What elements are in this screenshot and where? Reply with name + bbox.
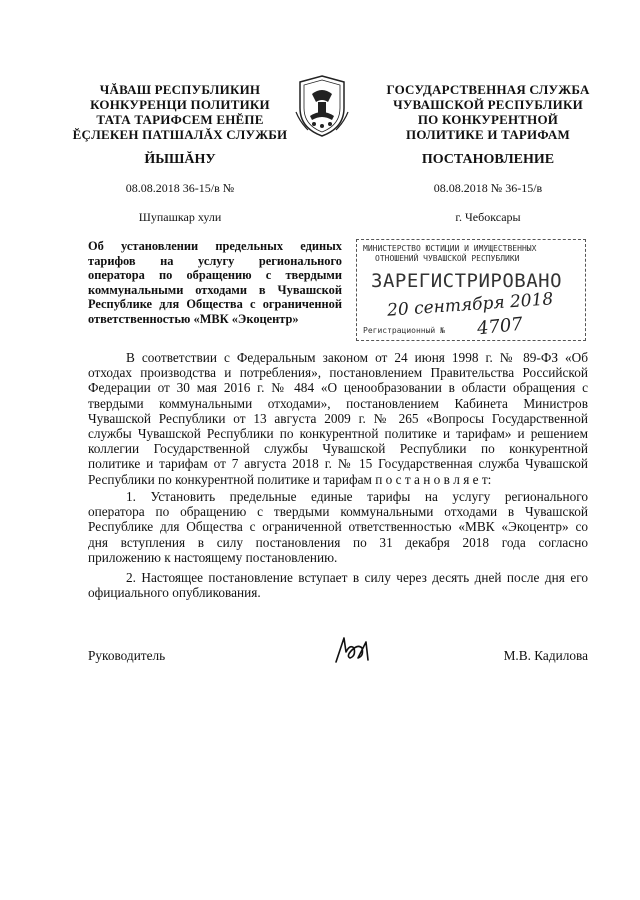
item-1-line: 1. Установить предельные единые тарифы на услугу регионального <box>126 489 588 504</box>
signatory-position: Руководитель <box>88 648 166 663</box>
doc-type-left: ЙЫШĂНУ <box>144 152 216 167</box>
header-right-line: ПОЛИТИКЕ И ТАРИФАМ <box>406 127 570 142</box>
header-left-line: КОНКУРЕНЦИ ПОЛИТИКИ <box>90 97 270 112</box>
stamp-reg-number: 4707 <box>476 313 524 340</box>
item-2-line: 2. Настоящее постановление вступает в силу через десять дней после дня его <box>126 570 588 585</box>
item-2-line: официального опубликования. <box>88 585 261 601</box>
item-1-paragraph <box>88 489 588 565</box>
stamp-reg-label: Регистрационный № <box>363 326 445 335</box>
document-title <box>88 239 342 326</box>
preamble-line: В соответствии с Федеральным законом от 24 июня 1998 г. № 89-ФЗ «Об <box>126 350 588 365</box>
header-left-org <box>60 82 300 142</box>
preamble-line: коллегии Государственной службы Чувашской Республики по конкурентной <box>88 441 588 457</box>
title-line: Об установлении предельных единых <box>88 239 342 253</box>
preamble-line: службы Чувашской Республики по конкурентной политике и тарифам» и решением <box>88 426 588 442</box>
header-left-line: ЧĂВАШ РЕСПУБЛИКИН <box>99 82 261 97</box>
header-left-line: ТАТА ТАРИФСЕМ ЕНĔПЕ <box>96 112 264 127</box>
header-right-line: ГОСУДАРСТВЕННАЯ СЛУЖБА <box>386 82 590 97</box>
handwritten-signature <box>332 634 376 668</box>
title-line: Республике для Общества с ограниченной <box>88 297 342 311</box>
item-2-paragraph <box>88 570 588 600</box>
preamble-line: политике и тарифам от 7 августа 2018 г. № 15 Государственная служба Чувашской <box>88 456 588 472</box>
stamp-line: ОТНОШЕНИЙ ЧУВАШСКОЙ РЕСПУБЛИКИ <box>375 254 520 263</box>
title-line: ответственностью «МВК «Экоцентр» <box>88 311 299 326</box>
preamble-line: отходах производства и потребления», постановлением Правительства Российской <box>88 365 588 381</box>
preamble-line: Федерации от 30 мая 2016 г. № 484 «О ценообразовании в области обращения с <box>88 380 588 396</box>
title-line: коммунальными отходами в Чувашской <box>88 282 342 297</box>
doc-type-right: ПОСТАНОВЛЕНИЕ <box>421 152 555 167</box>
preamble-line: Чувашской Республики от 13 августа 2009 г. № 265 «Вопросы Государственной <box>88 410 588 426</box>
header-right-line: ЧУВАШСКОЙ РЕСПУБЛИКИ <box>393 97 583 112</box>
signatory-name: М.В. Кадилова <box>503 648 588 663</box>
preamble-line: твердыми коммунальными отходами», постановлением Кабинета Министров <box>88 395 588 411</box>
header-left-line: ĔÇЛЕКЕН ПАТШАЛĂХ СЛУЖБИ <box>72 127 288 142</box>
item-1-line: Республике для Общества с ограниченной ответственностью «МВК «Экоцентр» со <box>88 519 588 535</box>
registration-stamp <box>356 239 586 341</box>
city-right: г. Чебоксары <box>455 210 521 224</box>
date-number-right: 08.08.2018 № 36-15/в <box>433 181 543 195</box>
title-line: тарифов на услугу регионального <box>88 253 342 268</box>
date-number-left: 08.08.2018 36-15/в № <box>125 181 235 195</box>
title-line: оператора по обращению с твердыми <box>88 268 342 282</box>
header-right-org <box>378 82 598 142</box>
chuvash-emblem-icon <box>294 72 350 140</box>
stamp-line: МИНИСТЕРСТВО ЮСТИЦИИ И ИМУЩЕСТВЕННЫХ <box>363 244 537 253</box>
stamp-handwritten-date: 20 сентября 2018 <box>386 289 554 321</box>
item-1-line: дня вступления в силу постановления по 31 декабря 2018 года согласно <box>88 534 588 550</box>
preamble-paragraph <box>88 350 588 487</box>
header-right-line: ПО КОНКУРЕНТНОЙ <box>417 112 559 127</box>
city-left: Шупашкар хули <box>138 210 222 224</box>
preamble-line: Республики по конкурентной политике и тарифам п о с т а н о в л я е т: <box>88 471 492 487</box>
stamp-registered: ЗАРЕГИСТРИРОВАНО <box>371 270 563 292</box>
item-1-line: оператора по обращению с твердыми коммунальными отходами в Чувашской <box>88 504 588 520</box>
item-1-line: приложению к настоящему постановлению. <box>88 549 338 565</box>
